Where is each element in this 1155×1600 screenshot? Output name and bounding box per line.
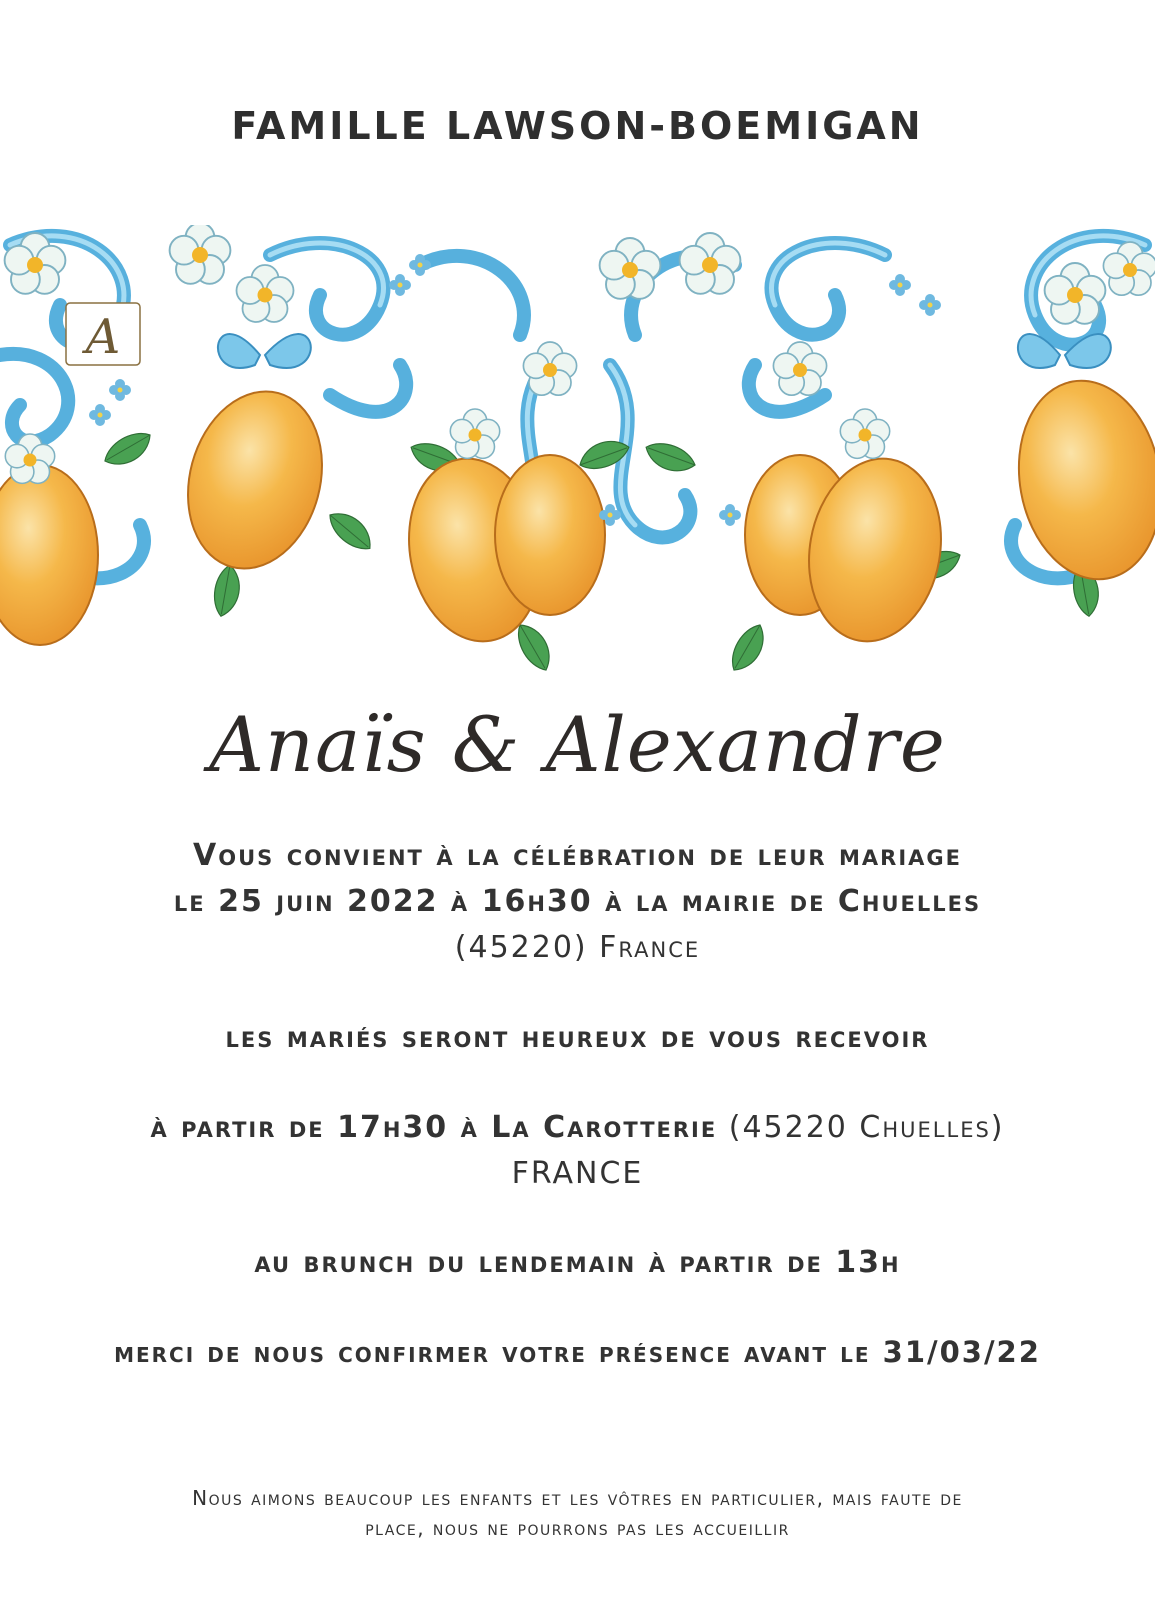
invite-line-6: FRANCE [511,1156,644,1191]
lemon-tile-illustration [0,225,1155,685]
reception-venue: à partir de 17h30 à La Carotterie [150,1110,718,1145]
footer-line-1: Nous aimons beaucoup les enfants et les vôtres en particulier, mais faute de [192,1486,963,1510]
family-title: FAMILLE LAWSON-BOEMIGAN [231,104,924,148]
footer-line-2: place, nous ne pourrons pas les accueillir [365,1516,790,1540]
invite-line-5 [0,1110,1155,1145]
reception-location: (45220 Chuelles) [717,1110,1005,1145]
invite-line-8: merci de nous confirmer votre présence avant le 31/03/22 [114,1335,1041,1369]
invite-line-7: au brunch du lendemain à partir de 13h [254,1245,901,1280]
couple-names: Anaïs & Alexandre [209,700,946,789]
invite-line-4: les mariés seront heureux de vous recevoir [225,1020,930,1055]
invite-line-1: Vous convient à la célébration de leur mariage [193,838,962,873]
monogram-letter: A [85,309,121,365]
invite-line-3: (45220) France [454,930,701,965]
invite-line-2: le 25 juin 2022 à 16h30 à la mairie de Chuelles [173,884,982,919]
